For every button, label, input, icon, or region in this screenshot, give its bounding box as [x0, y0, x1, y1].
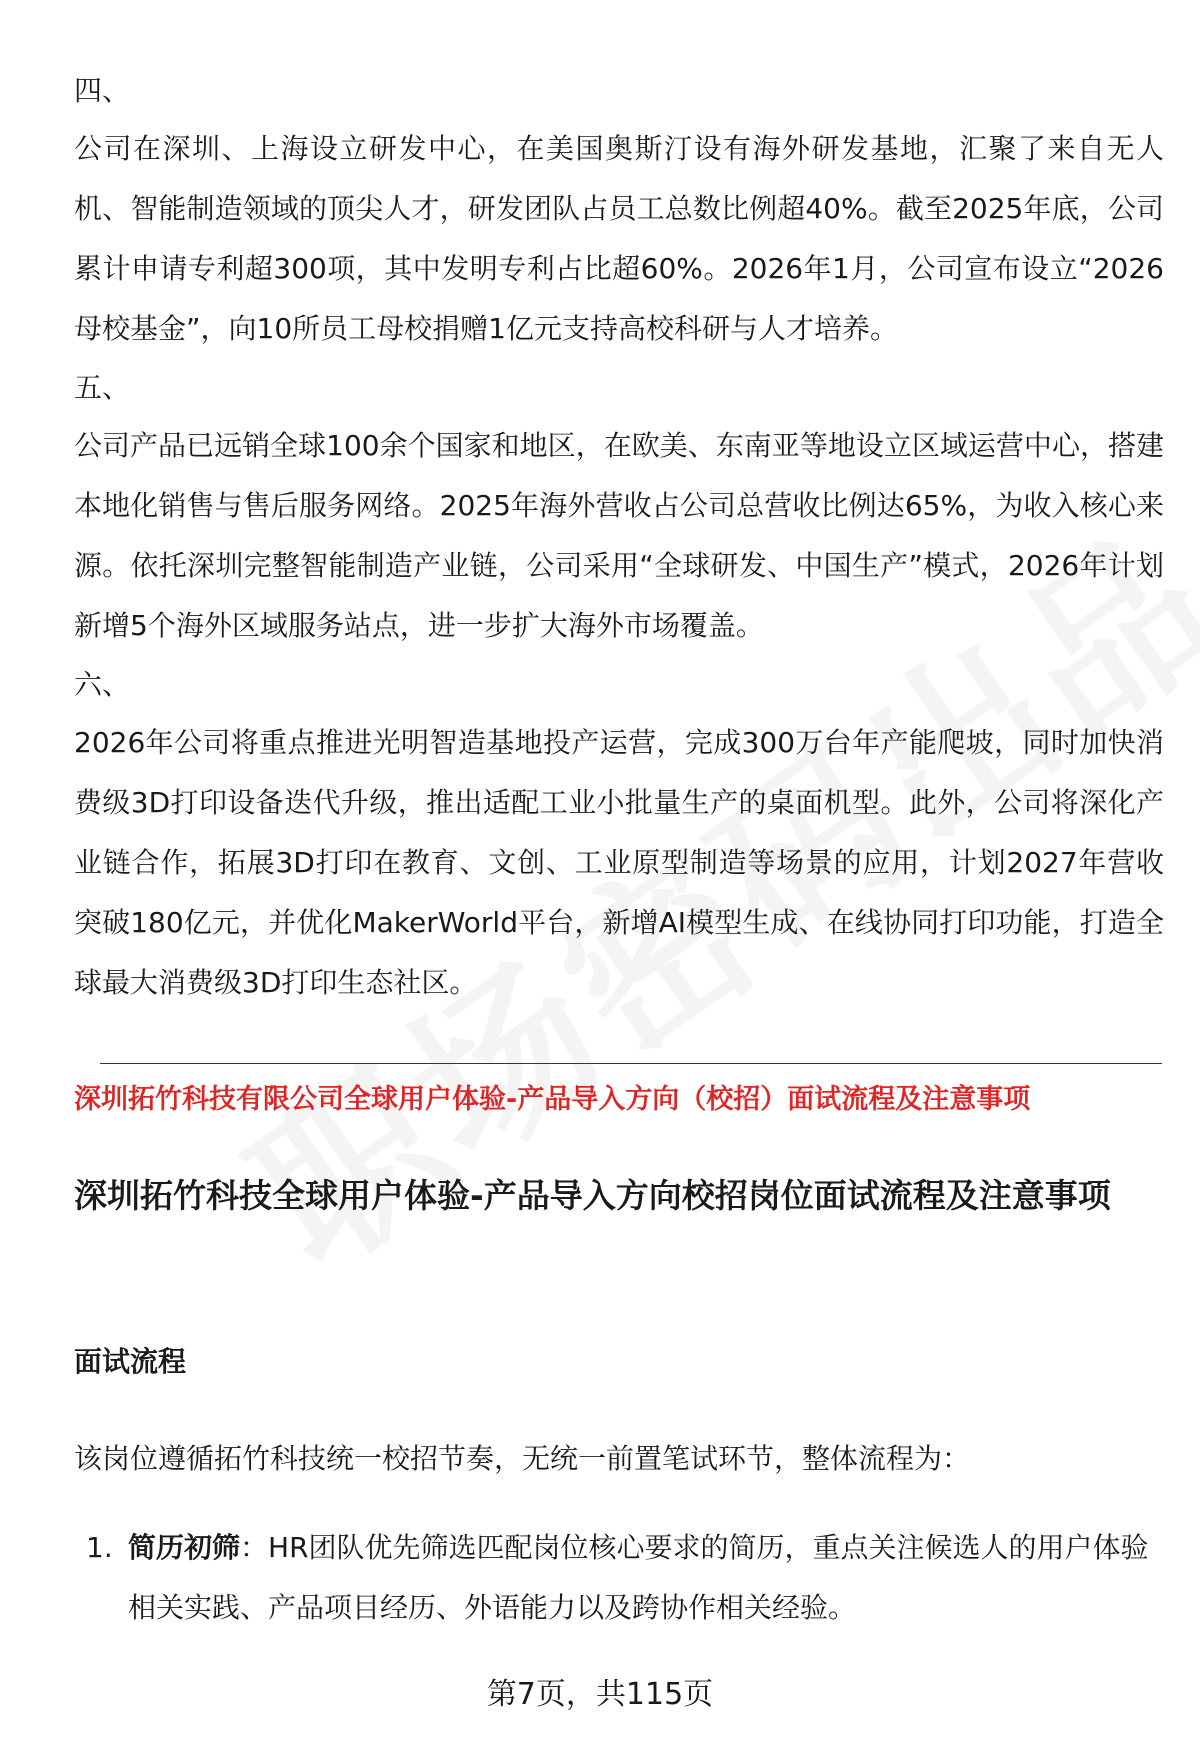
page-heading: 深圳拓竹科技全球用户体验-产品导入方向校招岗位面试流程及注意事项: [74, 1176, 1111, 1215]
process-list: [86, 1518, 1166, 1638]
page-footer: 第7页，共115页: [486, 1677, 714, 1712]
section-text-6: 2026年公司将重点推进光明智造基地投产运营，完成300万台年产能爬坡，同时加快消费级3D打印设备迭代升级，推出适配工业小批量生产的桌面机型。此外，公司将深化产业链合作，拓展3D打印在教育、文创、工业原型制造等场景的应用，计划2027年营收突破180亿元，并优化MakerWorld平台，新增AI模型生成、在线协同打印功能，打造全球最大消费级3D打印生态社区。: [74, 726, 1164, 999]
section-label-5: 五、: [74, 371, 131, 404]
red-section-title: 深圳拓竹科技有限公司全球用户体验-产品导入方向（校招）面试流程及注意事项: [74, 1084, 1031, 1115]
list-item: [86, 1518, 1166, 1638]
list-item-title: 简历初筛: [128, 1531, 241, 1564]
section-label-6: 六、: [74, 668, 131, 701]
list-number: 1.: [86, 1531, 113, 1564]
subheading: 面试流程: [74, 1345, 187, 1378]
section-label-4: 四、: [74, 74, 131, 107]
divider: [100, 1063, 1162, 1064]
intro-text: 该岗位遵循拓竹科技统一校招节奏，无统一前置笔试环节，整体流程为：: [74, 1442, 971, 1475]
section-text-5: 公司产品已远销全球100余个国家和地区，在欧美、东南亚等地设立区域运营中心，搭建本地化销售与售后服务网络。2025年海外营收占公司总营收比例达65%，为收入核心来源。依托深圳完整智能制造产业链，公司采用“全球研发、中国生产”模式，2026年计划新增5个海外区域服务站点，进一步扩大海外市场覆盖。: [74, 429, 1164, 642]
section-text-4: 公司在深圳、上海设立研发中心，在美国奥斯汀设有海外研发基地，汇聚了来自无人机、智能制造领域的顶尖人才，研发团队占员工总数比例超40%。截至2025年底，公司累计申请专利超300项，其中发明专利占比超60%。2026年1月，公司宣布设立“2026母校基金”，向10所员工母校捐赠1亿元支持高校科研与人才培养。: [74, 132, 1164, 345]
body-sections: [74, 62, 1164, 1013]
list-body: [128, 1518, 1166, 1638]
list-item-text: ：HR团队优先筛选匹配岗位核心要求的简历，重点关注候选人的用户体验相关实践、产品项目经历、外语能力以及跨协作相关经验。: [128, 1531, 1149, 1624]
